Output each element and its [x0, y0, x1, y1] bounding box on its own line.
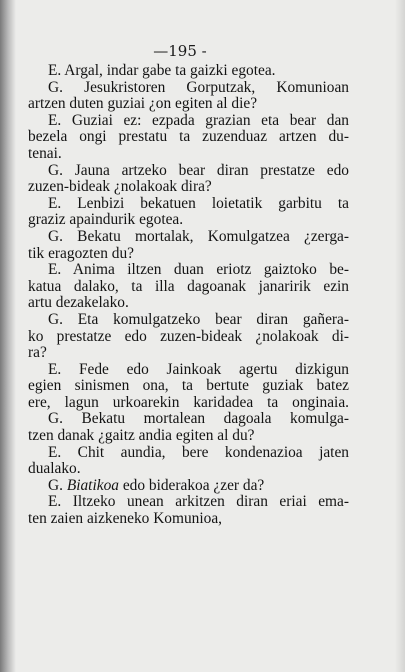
text-line: tzen danak ¿gaitz andia egiten al du?: [28, 427, 255, 445]
italic-term: Biatikoa: [66, 476, 119, 494]
text-line: E. Argal, indar gabe ta gaizki egotea.: [48, 62, 276, 79]
text-line: ere, lagun urkoarekin karidadea ta onginaia.: [28, 393, 349, 411]
spine-shadow: [0, 0, 16, 672]
text-line: katua dalako, ta illa dagoanak janaririk ezin: [28, 277, 349, 295]
text-line: bezela ongi prestatu ta zuzenduaz artzen du-: [28, 128, 349, 146]
page-number: —195 -: [153, 42, 207, 60]
text-line: E. Iltzeko unean arkitzen diran eriai ema-: [48, 493, 349, 511]
text-line: artzen duten guziai ¿on egiten al die?: [28, 95, 258, 113]
text-line: dualako.: [28, 460, 81, 478]
text-line: E. Anima iltzen duan eriotz gaiztoko be-: [48, 261, 349, 279]
text-line: egien sinismen ona, ta bertute guziak batez: [28, 377, 349, 395]
page-edge-shadow: [395, 0, 405, 672]
text-line: zuzen-bideak ¿nolakoak dira?: [28, 178, 212, 196]
text-line: G. Eta komulgatzeko bear diran gañera-: [48, 310, 349, 328]
text-line: tik eragozten du?: [28, 244, 134, 262]
text-line: G. Jauna artzeko bear diran prestatze edo: [48, 161, 349, 179]
text-line: [28, 478, 349, 495]
text-line: ko prestatze edo zuzen-bideak ¿nolakoak di-: [28, 327, 349, 345]
text-line: G. Jesukristoren Gorputzak, Komunioan: [48, 78, 349, 96]
text-line: graziz apaindurik egotea.: [28, 211, 184, 229]
text-line: G. Bekatu mortalak, Komulgatzea ¿zerga-: [48, 227, 349, 245]
text-line: E. Fede edo Jainkoak agertu dizkigun: [48, 360, 349, 378]
text-line: G. Bekatu mortalean dagoala komulga-: [48, 410, 349, 428]
text-line: E. Chit aundia, bere kondenazioa jaten: [48, 443, 349, 461]
line-part: edo biderakoa ¿zer da?: [118, 476, 265, 494]
text-line: tenai.: [28, 144, 62, 162]
text-line: ten zaien aizkeneko Komunioa,: [28, 510, 223, 528]
text-line: E. Guziai ez: ezpada grazian eta bear dan: [48, 111, 349, 129]
text-line: E. Lenbizi bekatuen loietatik garbitu ta: [48, 194, 349, 212]
text-line: artu dezakelako.: [28, 294, 129, 312]
catechism-text: [28, 63, 349, 528]
line-part: G.: [48, 476, 67, 494]
text-line: ra?: [28, 344, 47, 362]
